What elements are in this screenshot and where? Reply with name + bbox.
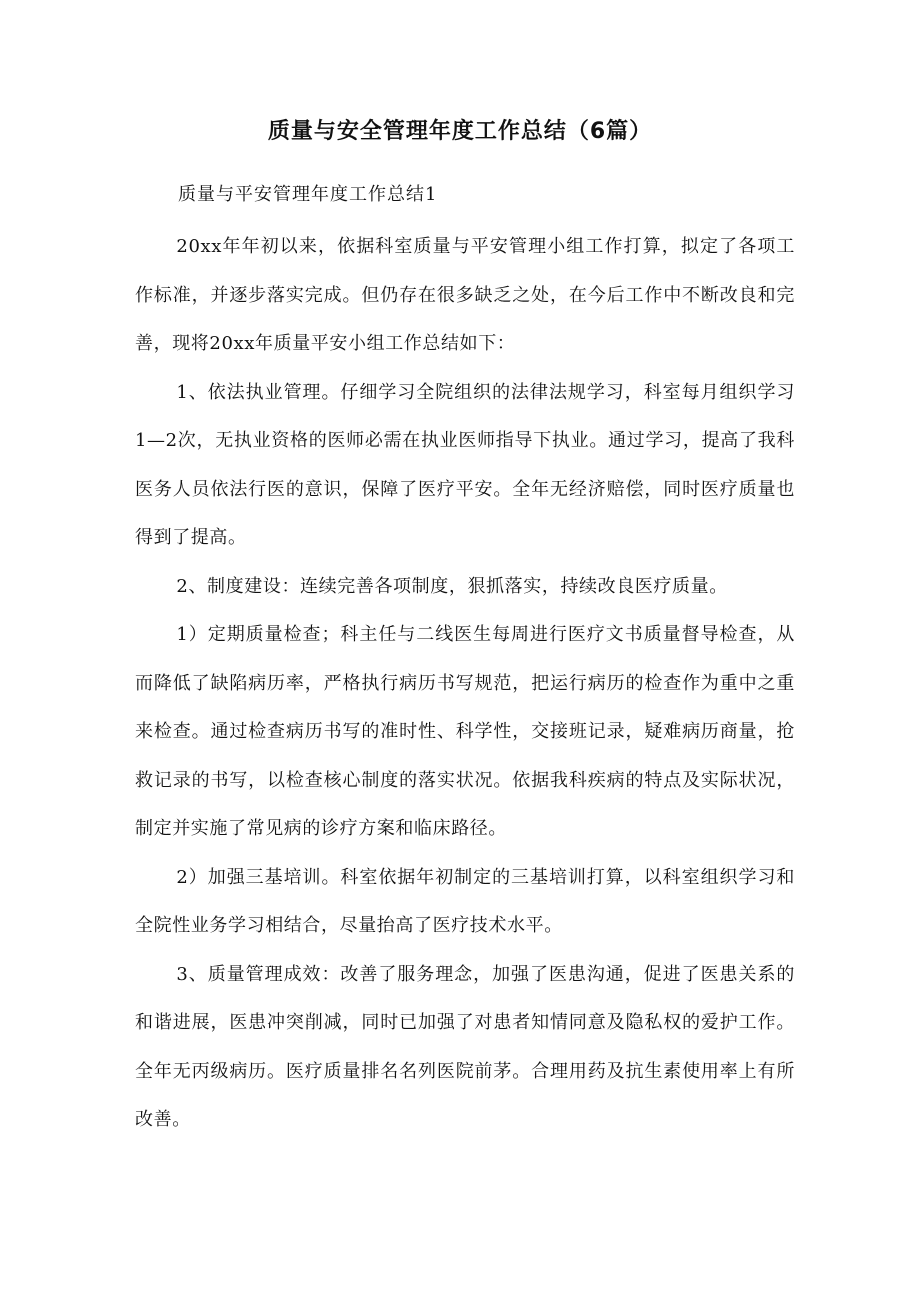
- paragraph-intro: 20xx年年初以来，依据科室质量与平安管理小组工作打算，拟定了各项工作标准，并逐步落实完成。但仍存在很多缺乏之处，在今后工作中不断改良和完善，现将20xx年质量平安小组工作总结如下：: [135, 236, 795, 354]
- paragraph-item-3: 3、质量管理成效：改善了服务理念，加强了医患沟通，促进了医患关系的和谐进展，医患冲突削减，同时已加强了对患者知情同意及隐私权的爱护工作。全年无丙级病历。医疗质量排名名列医院前茅。合理用药及抗生素使用率上有所改善。: [135, 963, 795, 1130]
- paragraph-item-2: 2、制度建设：连续完善各项制度，狠抓落实，持续改良医疗质量。: [176, 575, 728, 597]
- paragraph-item-2-2: 2）加强三基培训。科室依据年初制定的三基培训打算，以科室组织学习和全院性业务学习相结合，尽量抬高了医疗技术水平。: [135, 866, 795, 936]
- document-title: 质量与安全管理年度工作总结（6篇）: [267, 119, 653, 144]
- paragraph-item-2-1: 1）定期质量检查；科主任与二线医生每周进行医疗文书质量督导检查，从而降低了缺陷病历率，严格执行病历书写规范，把运行病历的检查作为重中之重来检查。通过检查病历书写的准时性、科学性，交接班记录，疑难病历商量，抢救记录的书写，以检查核心制度的落实状况。依据我科疾病的特点及实际状况，制定并实施了常见病的诊疗方案和临床路径。: [135, 624, 795, 839]
- section-heading: 质量与平安管理年度工作总结1: [178, 184, 438, 205]
- paragraph-item-1: 1、依法执业管理。仔细学习全院组织的法律法规学习，科室每月组织学习1—2次，无执业资格的医师必需在执业医师指导下执业。通过学习，提高了我科医务人员依法行医的意识，保障了医疗平安。全年无经济赔偿，同时医疗质量也得到了提高。: [135, 381, 795, 548]
- document-body: [135, 223, 795, 1145]
